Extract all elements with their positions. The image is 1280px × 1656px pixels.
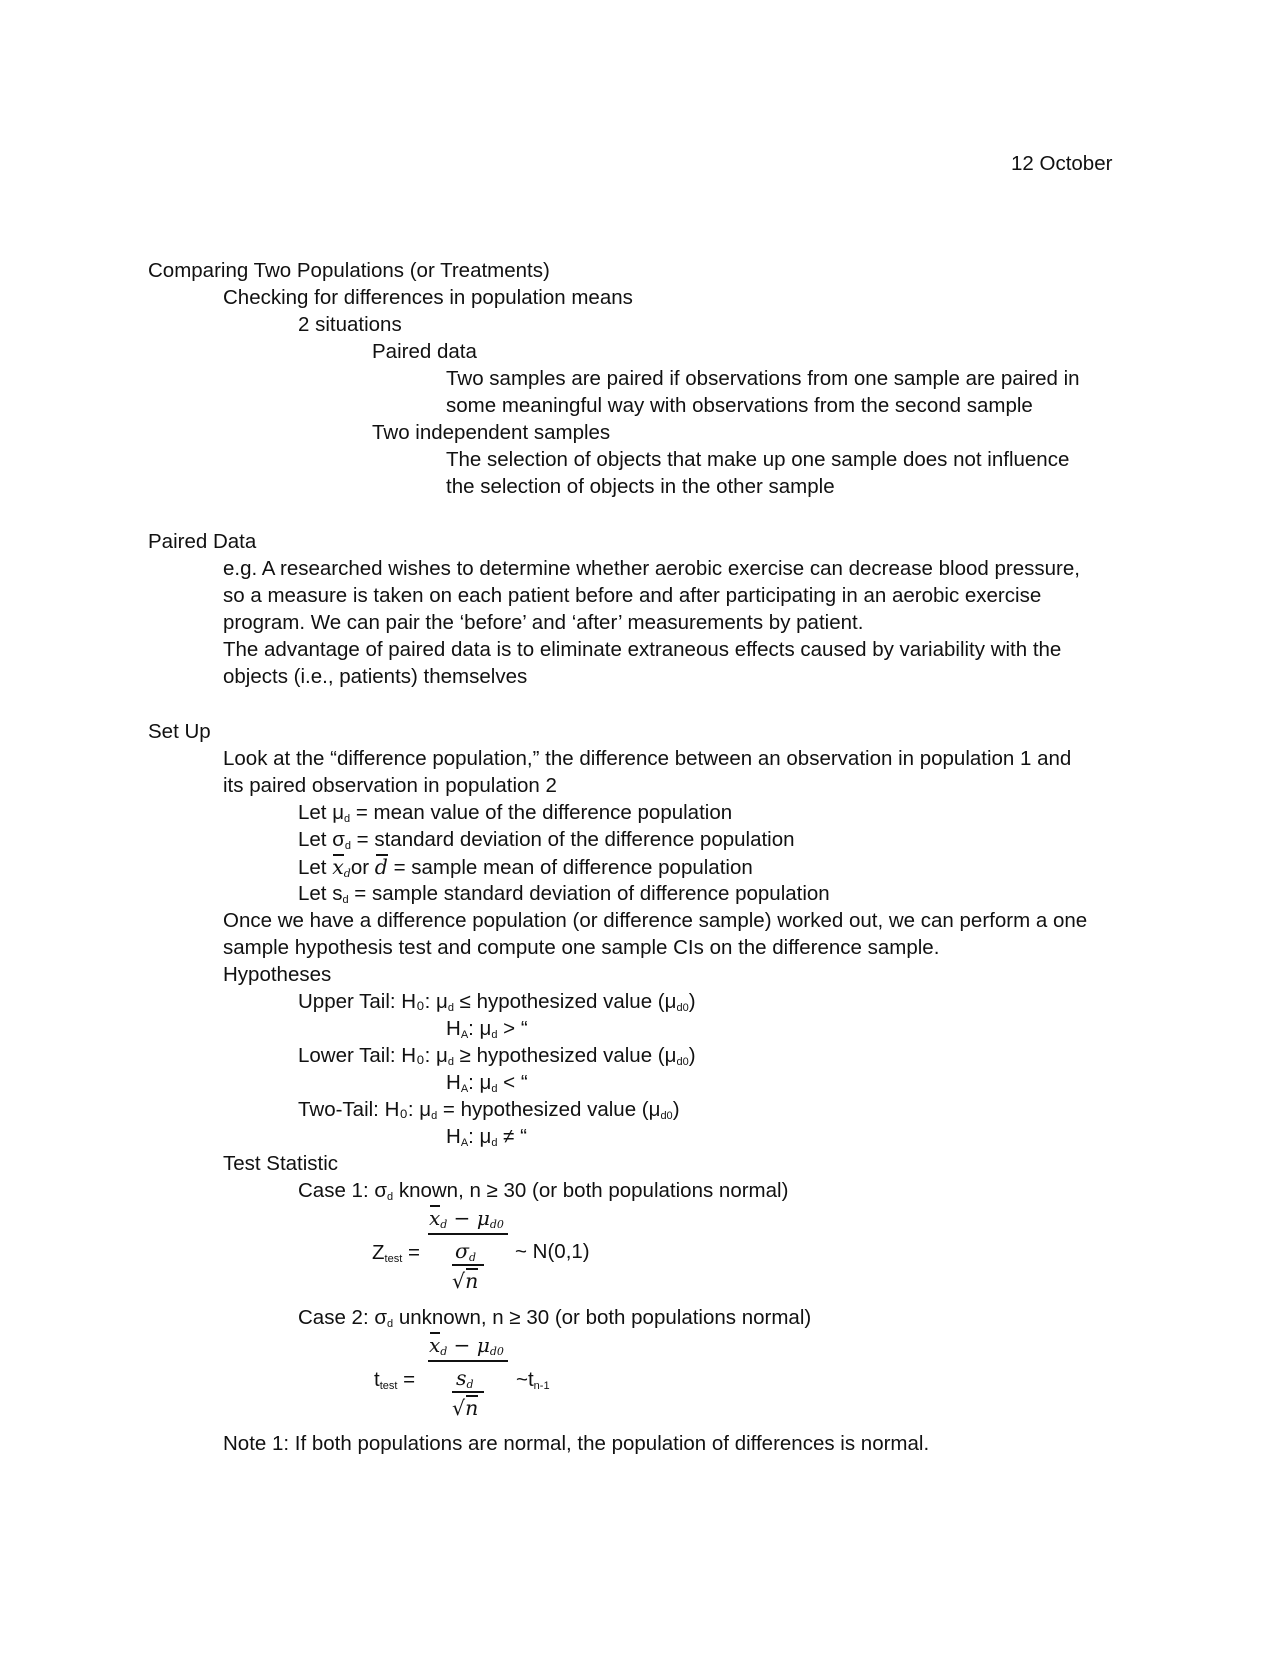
t-distribution: $\sim t_{n-1}$ — [516, 1368, 550, 1392]
t-fraction-bar — [428, 1360, 508, 1362]
lower-tail-h0: Lower Tail: H₀: $\mu_d$ ≥ hypothesized value $(\mu_{d0})$ — [298, 1044, 696, 1068]
z-sigma-d: $\sigma_d$ — [455, 1239, 477, 1264]
z-sqrt-n: √n — [452, 1269, 479, 1293]
t-sqrt-n: √n — [452, 1396, 479, 1420]
t-label: $t_{test}$ = — [374, 1368, 416, 1392]
paired-definition-line-2: some meaningful way with observations from the second sample — [446, 394, 1033, 417]
section-title-paired-data: Paired Data — [148, 530, 257, 553]
paired-definition-line-1: Two samples are paired if observations from one sample are paired in — [446, 367, 1080, 390]
upper-tail-h0: Upper Tail: H₀: $\mu_d$ ≤ hypothesized value $(\mu_{d0})$ — [298, 990, 696, 1014]
independent-definition-line-2: the selection of objects in the other sample — [446, 475, 835, 498]
date: 12 October — [1011, 152, 1113, 175]
paired-data-heading: Paired data — [372, 340, 477, 363]
paired-data-line-3: program. We can pair the ‘before’ and ‘after’ measurements by patient. — [223, 611, 864, 634]
independent-definition-line-1: The selection of objects that make up one sample does not influence — [446, 448, 1070, 471]
section-title-comparing: Comparing Two Populations (or Treatments) — [148, 259, 550, 282]
once-line-1: Once we have a difference population (or difference sample) worked out, we can perform a one — [223, 909, 1088, 932]
t-numerator: $x_d - \mu_{d0}$ — [429, 1333, 504, 1358]
let-s-d: Let $s_d$ = sample standard deviation of difference population — [298, 882, 830, 906]
case-2-label: Case 2: $\sigma_d$ unknown, n ≥ 30 (or both populations normal) — [298, 1306, 812, 1330]
two-tail-ha: $H_A$: $\mu_d$ ≠ “ — [446, 1125, 527, 1149]
t-s-d: $s_d$ — [456, 1366, 474, 1391]
two-tail-h0: Two-Tail: H₀: $\mu_d$ = hypothesized value $(\mu_{d0})$ — [298, 1098, 680, 1122]
paired-data-line-2: so a measure is taken on each patient before and after participating in an aerobic exercise — [223, 584, 1042, 607]
section-title-set-up: Set Up — [148, 720, 211, 743]
paired-data-line-1: e.g. A researched wishes to determine whether aerobic exercise can decrease blood pressure, — [223, 557, 1080, 580]
lower-tail-ha: $H_A$: $\mu_d$ < “ — [446, 1071, 528, 1095]
hypotheses-heading: Hypotheses — [223, 963, 332, 986]
t-inner-fraction-bar — [452, 1391, 484, 1393]
setup-intro-line-2: its paired observation in population 2 — [223, 774, 557, 797]
case-1-label: Case 1: $\sigma_d$ known, n ≥ 30 (or both populations normal) — [298, 1179, 789, 1203]
independent-heading: Two independent samples — [372, 421, 611, 444]
test-statistic-heading: Test Statistic — [223, 1152, 339, 1175]
paired-data-line-4: The advantage of paired data is to eliminate extraneous effects caused by variability with the — [223, 638, 1062, 661]
let-sigma-d: Let $\sigma_d$ = standard deviation of the difference population — [298, 828, 795, 852]
let-xbar-d: Let $x_dor$ d = sample mean of difference population — [298, 855, 753, 880]
z-numerator: $x_d - \mu_{d0}$ — [429, 1206, 504, 1231]
z-fraction-bar — [428, 1233, 508, 1235]
setup-intro-line-1: Look at the “difference population,” the difference between an observation in population 1 and — [223, 747, 1072, 770]
let-mu-d: Let $\mu_d$ = mean value of the difference population — [298, 801, 733, 825]
once-line-2: sample hypothesis test and compute one sample CIs on the difference sample. — [223, 936, 940, 959]
z-distribution: ~ N(0,1) — [515, 1240, 590, 1263]
z-inner-fraction-bar — [452, 1264, 484, 1266]
situations-label: 2 situations — [298, 313, 402, 336]
upper-tail-ha: $H_A$: $\mu_d$ > “ — [446, 1017, 528, 1041]
note-1: Note 1: If both populations are normal, the population of differences is normal. — [223, 1432, 930, 1455]
subheading-differences: Checking for differences in population means — [223, 286, 633, 309]
z-label: $Z_{test}$ = — [372, 1241, 420, 1265]
paired-data-line-5: objects (i.e., patients) themselves — [223, 665, 528, 688]
